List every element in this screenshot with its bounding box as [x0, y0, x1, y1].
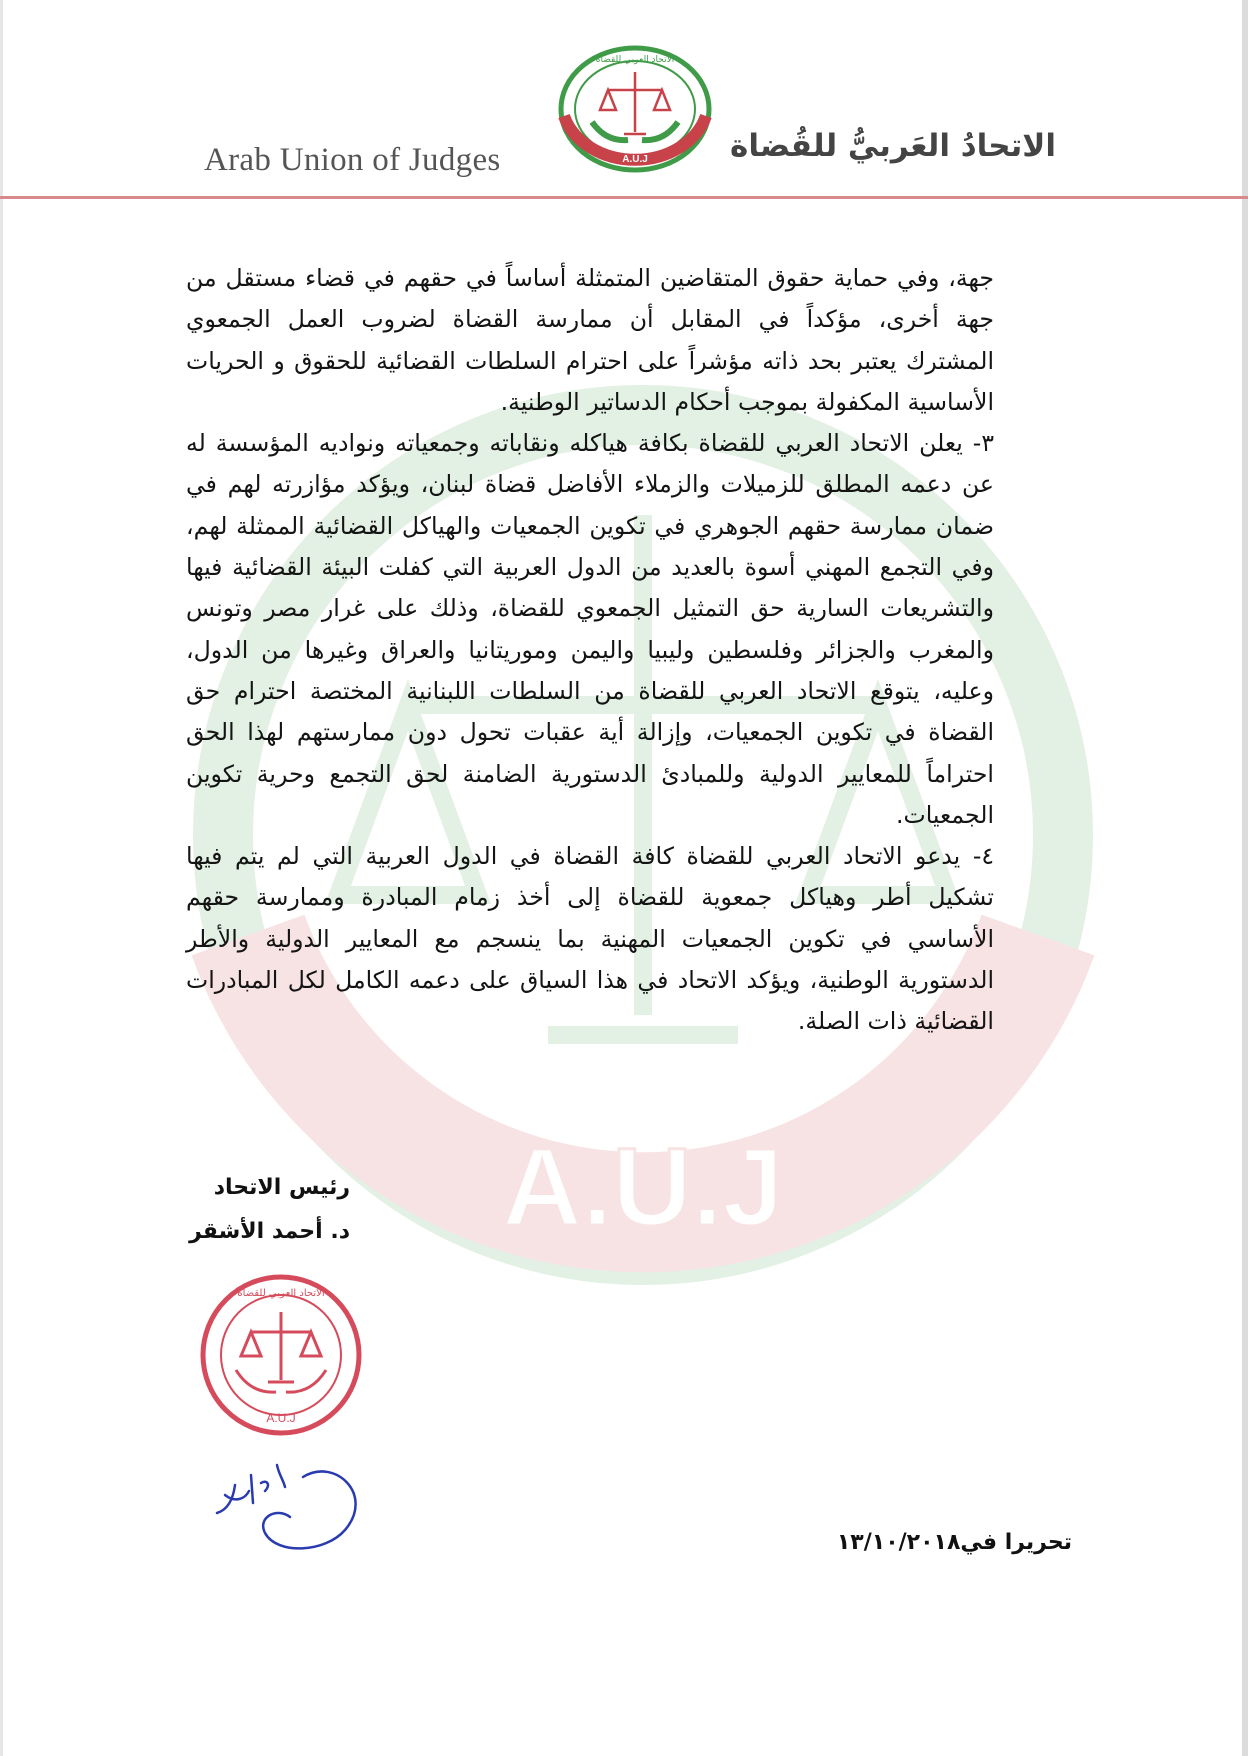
stamp-abbr: A.U.J: [266, 1411, 296, 1425]
item-text: يدعو الاتحاد العربي للقضاة كافة القضاة في الدول العربية التي لم يتم فيها تشكيل أطر وهياكل جمعوية للقضاة إلى أخذ زمام المبادرة وممارسة حقهم الأساسي في تكوين الجمعيات المهنية بما ينسجم مع المعايير الدولية والأطر الدستورية الوطنية، ويؤكد الاتحاد في هذا السياق على دعمه الكامل لكل المبادرات القضائية ذات الصلة.: [186, 842, 994, 1036]
official-stamp: [196, 1272, 366, 1438]
list-item-3: [186, 423, 994, 836]
letterhead: [0, 0, 1248, 200]
logo-arabic-text: الاتحاد العربي للقضاة: [595, 55, 675, 65]
signatory-name: د. أحمد الأشقر: [189, 1219, 350, 1244]
letter-body: [186, 258, 994, 1043]
header-divider: [0, 196, 1248, 199]
intro-paragraph: جهة، وفي حماية حقوق المتقاضين المتمثلة أساساً في حقهم في قضاء مستقل من جهة أخرى، مؤكداً في المقابل أن ممارسة القضاة لضروب العمل الجمعوي المشترك يعتبر بحد ذاته مؤشراً على احترام السلطات القضائية للحقوق و الحريات الأساسية المكفولة بموجب أحكام الدساتير الوطنية.: [186, 264, 994, 416]
signatory-title: رئيس الاتحاد: [213, 1175, 350, 1200]
watermark-abbr: A.U.J: [502, 1126, 784, 1249]
handwritten-signature: [205, 1455, 375, 1560]
org-name-english: Arab Union of Judges: [204, 142, 501, 178]
right-page-edge: [1242, 0, 1248, 1756]
date-line: تحريرا في١٣/١٠/٢٠١٨: [836, 1530, 1072, 1555]
item-text: يعلن الاتحاد العربي للقضاة بكافة هياكله ونقاباته وجمعياته ونواديه المؤسسة له عن دعمه المطلق للزميلات والزملاء الأفاضل قضاة لبنان، ويؤكد مؤازرته لهم في ضمان ممارسة حقهم الجوهري في تكوين الجمعيات والهياكل القضائية الممثلة لهم، وفي التجمع المهني أسوة بالعديد من الدول العربية التي كفلت البيئة القضائية فيها والتشريعات السارية حق التمثيل الجمعوي للقضاة، وذلك على غرار مصر وتونس والمغرب والجزائر وفلسطين وليبيا واليمن وموريتانيا والعراق وغيرها من الدول، وعليه، يتوقع الاتحاد العربي للقضاة من السلطات اللبنانية المختصة احترام حق القضاة في تكوين الجمعيات، وإزالة أية عقبات تحول دون ممارستهم لهذا الحق احتراماً للمعايير الدولية وللمبادئ الدستورية الضامنة لحق التجمع وحرية تكوين الجمعيات.: [186, 429, 994, 829]
list-item-4: [186, 836, 994, 1042]
signatory-block: [189, 1166, 350, 1254]
stamp-arabic-text: الاتحاد العربي للقضاة: [237, 1288, 325, 1299]
org-name-arabic: الاتحادُ العَربيُّ للقُضاة: [730, 128, 1056, 164]
logo-abbr: A.U.J: [622, 154, 648, 165]
union-logo: [556, 44, 714, 174]
left-page-edge: [0, 0, 3, 1756]
item-number: ٣-: [972, 429, 994, 458]
item-number: ٤-: [972, 842, 995, 871]
